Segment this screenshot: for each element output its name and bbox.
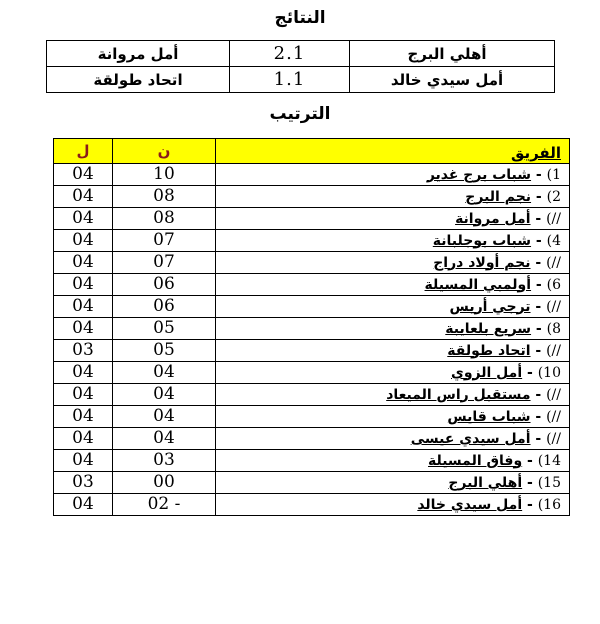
rank: 14) xyxy=(537,452,561,469)
rank-separator: - xyxy=(531,188,547,205)
standings-row xyxy=(54,252,570,274)
header-games: ل xyxy=(54,139,113,164)
standings-row xyxy=(54,340,570,362)
team-name: شباب بوجلبانة xyxy=(432,232,532,249)
games-played: 04 xyxy=(54,186,113,208)
result-row xyxy=(47,41,555,67)
rank-separator: - xyxy=(530,430,547,447)
team-name: اتحاد طولقة xyxy=(447,342,531,359)
games-played: 04 xyxy=(54,494,113,516)
team-entry xyxy=(216,384,570,406)
team-name: ترجي أريس xyxy=(449,298,531,315)
rank: //) xyxy=(546,408,561,425)
points: 04 xyxy=(113,362,216,384)
rank-separator: - xyxy=(531,232,547,249)
games-played: 04 xyxy=(54,428,113,450)
rank: 15) xyxy=(537,474,561,491)
rank: 4) xyxy=(546,232,561,249)
team-entry xyxy=(216,164,570,186)
standings-title: الترتيب xyxy=(269,104,331,124)
standings-row xyxy=(54,362,570,384)
team-name: أولمبي المسيلة xyxy=(424,276,532,293)
games-played: 04 xyxy=(54,384,113,406)
points: 02 - xyxy=(113,494,216,516)
team-entry xyxy=(216,252,570,274)
team-entry xyxy=(216,340,570,362)
home-team: أمل سيدي خالد xyxy=(350,67,555,93)
games-played: 04 xyxy=(54,406,113,428)
team-name: أمل سيدي خالد xyxy=(417,496,523,513)
points: 08 xyxy=(113,186,216,208)
games-played: 04 xyxy=(54,252,113,274)
points: 03 xyxy=(113,450,216,472)
team-entry xyxy=(216,318,570,340)
team-entry xyxy=(216,494,570,516)
team-name: نجم أولاد دراج xyxy=(433,254,531,271)
games-played: 04 xyxy=(54,450,113,472)
standings-row xyxy=(54,428,570,450)
rank: 8) xyxy=(546,320,561,337)
team-entry xyxy=(216,450,570,472)
games-played: 03 xyxy=(54,472,113,494)
rank: 6) xyxy=(546,276,561,293)
team-name: مستقبل راس الميعاد xyxy=(386,386,531,403)
points: 05 xyxy=(113,318,216,340)
team-entry xyxy=(216,274,570,296)
games-played: 04 xyxy=(54,362,113,384)
standings-row xyxy=(54,494,570,516)
rank: 2) xyxy=(546,188,561,205)
rank-separator: - xyxy=(531,276,547,293)
header-points: ن xyxy=(113,139,216,164)
rank: 16) xyxy=(537,496,561,513)
away-team: أمل مروانة xyxy=(47,41,230,67)
rank-separator: - xyxy=(530,342,547,359)
games-played: 04 xyxy=(54,274,113,296)
rank: //) xyxy=(546,430,561,447)
rank: 1) xyxy=(546,166,561,183)
standings-header-row xyxy=(54,139,570,164)
points: 08 xyxy=(113,208,216,230)
points: 05 xyxy=(113,340,216,362)
standings-row xyxy=(54,406,570,428)
standings-row xyxy=(54,164,570,186)
standings-row xyxy=(54,230,570,252)
team-entry xyxy=(216,208,570,230)
team-name: شباب قايس xyxy=(447,408,531,425)
rank-separator: - xyxy=(522,474,538,491)
rank-separator: - xyxy=(530,254,547,271)
points: 07 xyxy=(113,252,216,274)
match-score: 2.1 xyxy=(230,41,350,67)
points: 07 xyxy=(113,230,216,252)
standings-row xyxy=(54,318,570,340)
games-played: 04 xyxy=(54,318,113,340)
rank: 10) xyxy=(537,364,561,381)
home-team: أهلي البرج xyxy=(350,41,555,67)
team-name: أمل مروانة xyxy=(455,210,531,227)
team-entry xyxy=(216,472,570,494)
games-played: 04 xyxy=(54,164,113,186)
header-team: الفريق xyxy=(216,139,570,164)
rank: //) xyxy=(546,342,561,359)
team-name: وفاق المسيلة xyxy=(428,452,523,469)
rank-separator: - xyxy=(531,320,547,337)
rank-separator: - xyxy=(531,166,547,183)
team-entry xyxy=(216,406,570,428)
points: 00 xyxy=(113,472,216,494)
rank-separator: - xyxy=(522,452,538,469)
team-name: أمل سيدي عيسى xyxy=(410,430,531,447)
results-table xyxy=(46,40,555,93)
points: 04 xyxy=(113,406,216,428)
team-name: سريع بلعايبة xyxy=(445,320,532,337)
points: 06 xyxy=(113,296,216,318)
rank-separator: - xyxy=(522,364,538,381)
games-played: 04 xyxy=(54,296,113,318)
team-name: أهلي البرج xyxy=(448,474,523,491)
standings-row xyxy=(54,384,570,406)
standings-row xyxy=(54,296,570,318)
team-entry xyxy=(216,362,570,384)
team-entry xyxy=(216,296,570,318)
games-played: 04 xyxy=(54,208,113,230)
away-team: اتحاد طولقة xyxy=(47,67,230,93)
team-name: أمل الزوي xyxy=(451,364,523,381)
points: 10 xyxy=(113,164,216,186)
standings-row xyxy=(54,208,570,230)
rank: //) xyxy=(546,254,561,271)
rank-separator: - xyxy=(530,210,547,227)
standings-row xyxy=(54,472,570,494)
rank: //) xyxy=(546,210,561,227)
rank-separator: - xyxy=(530,386,547,403)
points: 04 xyxy=(113,428,216,450)
rank: //) xyxy=(546,298,561,315)
result-row xyxy=(47,67,555,93)
rank: //) xyxy=(546,386,561,403)
games-played: 03 xyxy=(54,340,113,362)
points: 06 xyxy=(113,274,216,296)
games-played: 04 xyxy=(54,230,113,252)
rank-separator: - xyxy=(530,298,547,315)
standings-row xyxy=(54,450,570,472)
standings-row xyxy=(54,274,570,296)
team-entry xyxy=(216,186,570,208)
team-name: شباب برج غدير xyxy=(426,166,532,183)
rank-separator: - xyxy=(530,408,547,425)
team-entry xyxy=(216,230,570,252)
standings-table xyxy=(53,138,570,516)
points: 04 xyxy=(113,384,216,406)
standings-row xyxy=(54,186,570,208)
team-entry xyxy=(216,428,570,450)
results-title: النتائج xyxy=(274,8,326,28)
rank-separator: - xyxy=(522,496,538,513)
team-name: نجم البرج xyxy=(465,188,532,205)
match-score: 1.1 xyxy=(230,67,350,93)
